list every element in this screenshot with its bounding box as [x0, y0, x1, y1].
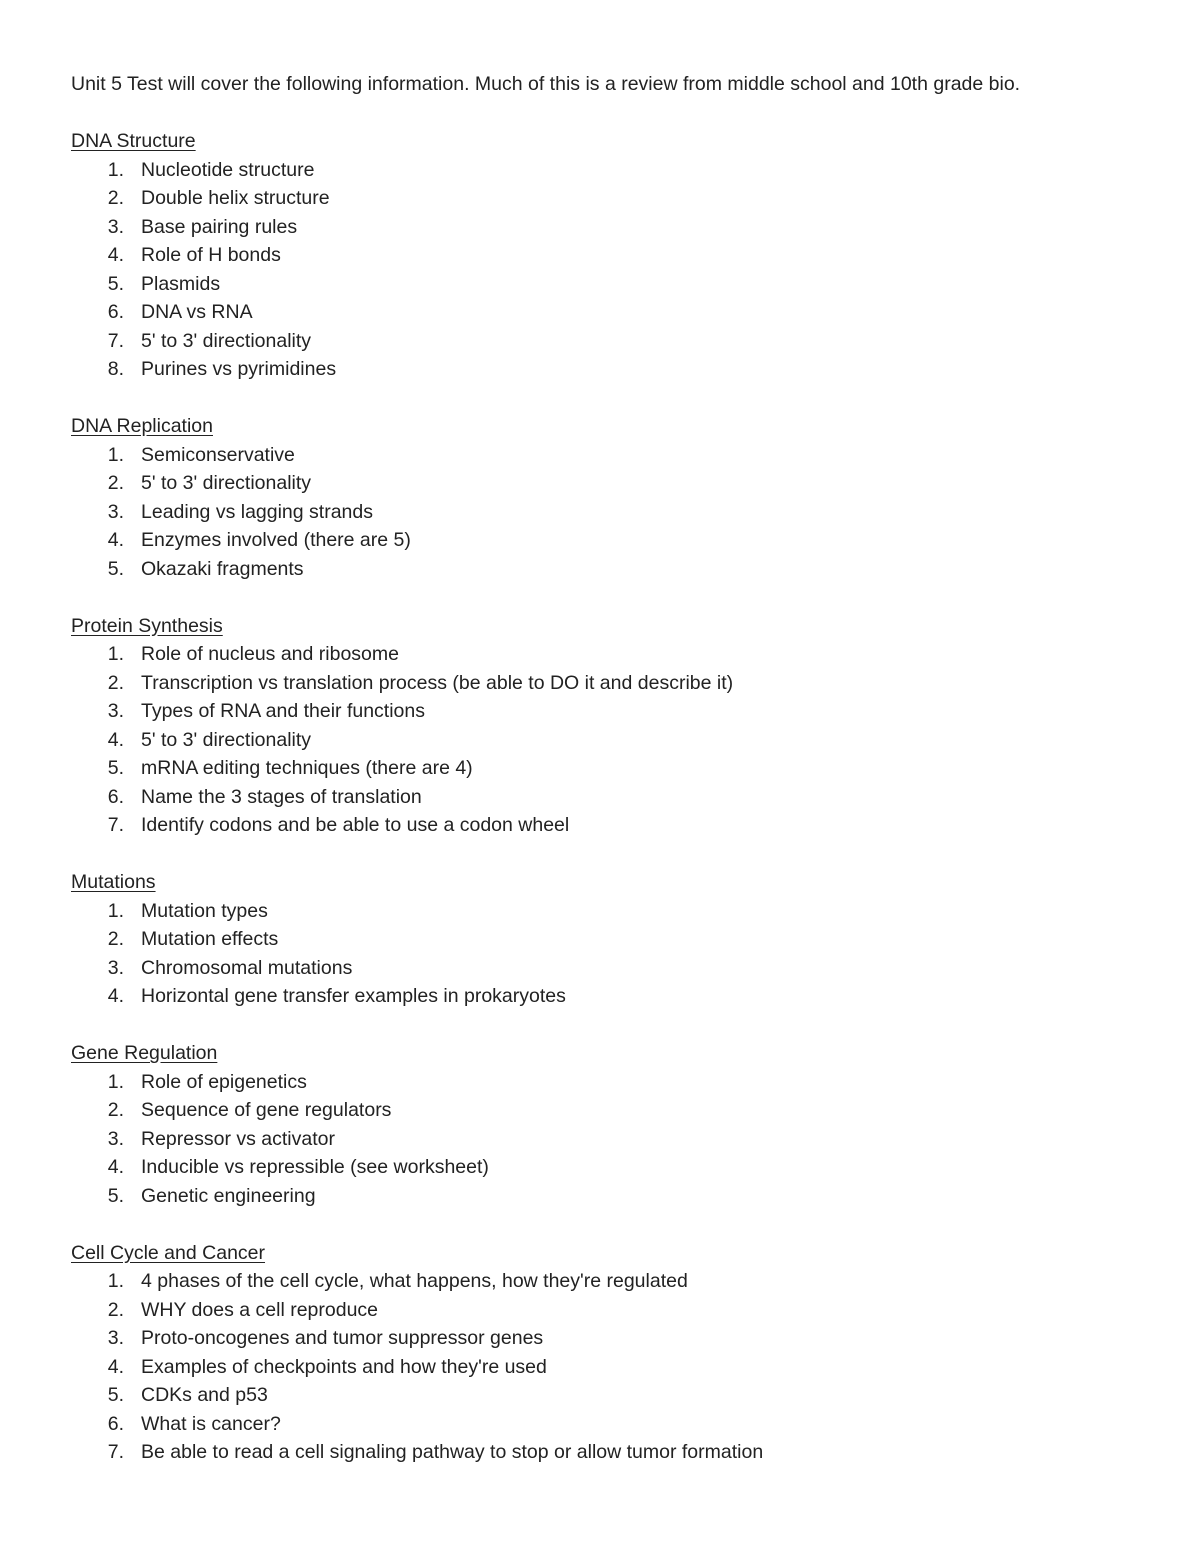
list-item — [71, 1096, 1151, 1125]
section-title: Mutations — [71, 871, 156, 893]
list-item — [71, 1381, 1151, 1410]
section-dna-replication — [71, 412, 1151, 583]
section-mutations — [71, 868, 1151, 1011]
list-item-text: Transcription vs translation process (be able to DO it and describe it) — [141, 671, 734, 694]
list-item-number: 4. — [107, 985, 124, 1007]
list-item — [71, 1267, 1151, 1296]
list-item-text: Nucleotide structure — [141, 158, 315, 181]
list-item-text: 5' to 3' directionality — [141, 329, 312, 352]
list-item-text: What is cancer? — [141, 1412, 281, 1435]
section-dna-structure — [71, 127, 1151, 384]
list-item-number: 7. — [107, 1441, 124, 1463]
list-item — [71, 669, 1151, 698]
list-item-number: 1. — [107, 1070, 124, 1093]
list-item-text: DNA vs RNA — [141, 301, 253, 323]
list-item — [71, 754, 1151, 783]
list-item-number: 3. — [107, 700, 124, 722]
list-item-number: 4. — [107, 529, 124, 551]
list-item-number: 4. — [107, 1156, 124, 1178]
list-item — [71, 355, 1151, 384]
list-item — [71, 270, 1151, 299]
list-item-text: Name the 3 stages of translation — [141, 785, 422, 808]
list-item-text: Inducible vs repressible (see worksheet) — [141, 1156, 489, 1178]
list-item-number: 8. — [107, 358, 124, 380]
list-item-text: Examples of checkpoints and how they're used — [141, 1355, 547, 1378]
list-item-number: 6. — [107, 785, 124, 808]
list-item-text: mRNA editing techniques (there are 4) — [141, 757, 473, 779]
list-item — [71, 783, 1151, 812]
list-item — [71, 156, 1151, 185]
list-item — [71, 982, 1151, 1011]
section-title: Cell Cycle and Cancer — [71, 1241, 266, 1264]
list-item — [71, 1182, 1151, 1211]
list-item-number: 6. — [107, 1412, 124, 1435]
list-item — [71, 925, 1151, 954]
list-item-number: 4. — [107, 728, 124, 751]
list-item — [71, 1296, 1151, 1325]
list-item-number: 1. — [107, 643, 124, 665]
list-item — [71, 1324, 1151, 1353]
section-title: DNA Structure — [71, 130, 196, 152]
list-item-text: Plasmids — [141, 272, 221, 295]
list-item — [71, 327, 1151, 356]
list-item-number: 2. — [107, 928, 124, 950]
list-item-text: Semiconservative — [141, 443, 295, 466]
list-item-text: Enzymes involved (there are 5) — [141, 529, 411, 551]
list-item-number: 5. — [107, 272, 124, 295]
list-item-text: Genetic engineering — [141, 1184, 316, 1207]
list-item — [71, 1438, 1151, 1467]
section-protein-synthesis — [71, 612, 1151, 840]
list-item-number: 2. — [107, 671, 124, 694]
numbered-list — [71, 640, 1151, 840]
list-item-number: 1. — [107, 1270, 124, 1292]
document-page — [71, 70, 1151, 1467]
list-item-text: Types of RNA and their functions — [141, 700, 425, 722]
list-item-number: 3. — [107, 956, 124, 979]
list-item-number: 3. — [107, 1327, 124, 1349]
list-item — [71, 241, 1151, 270]
numbered-list — [71, 1267, 1151, 1467]
list-item-text: Repressor vs activator — [141, 1127, 335, 1150]
list-item-number: 7. — [107, 329, 124, 352]
sections-container — [71, 127, 1151, 1467]
list-item — [71, 697, 1151, 726]
list-item-text: 4 phases of the cell cycle, what happens, how they're regulated — [141, 1270, 688, 1292]
list-item-text: Leading vs lagging strands — [141, 500, 373, 523]
list-item-text: Be able to read a cell signaling pathway to stop or allow tumor formation — [141, 1441, 764, 1463]
list-item-text: Horizontal gene transfer examples in prokaryotes — [141, 985, 566, 1007]
list-item-text: 5' to 3' directionality — [141, 728, 312, 751]
list-item-text: Role of nucleus and ribosome — [141, 643, 399, 665]
list-item-text: Proto-oncogenes and tumor suppressor genes — [141, 1327, 544, 1349]
list-item-text: Sequence of gene regulators — [141, 1099, 392, 1121]
list-item-number: 1. — [107, 158, 124, 181]
list-item-number: 5. — [107, 557, 124, 580]
list-item-number: 2. — [107, 1298, 124, 1321]
list-item-number: 2. — [107, 1099, 124, 1121]
section-gene-regulation — [71, 1039, 1151, 1210]
list-item-number: 2. — [107, 187, 124, 209]
section-title: Gene Regulation — [71, 1042, 218, 1064]
list-item — [71, 469, 1151, 498]
list-item — [71, 811, 1151, 840]
list-item — [71, 498, 1151, 527]
list-item-number: 5. — [107, 1384, 124, 1406]
section-cell-cycle-and-cancer — [71, 1239, 1151, 1467]
list-item-text: WHY does a cell reproduce — [141, 1298, 379, 1321]
section-title: DNA Replication — [71, 415, 213, 437]
list-item — [71, 897, 1151, 926]
list-item — [71, 441, 1151, 470]
list-item-text: Purines vs pyrimidines — [141, 358, 337, 380]
list-item-number: 6. — [107, 301, 124, 323]
numbered-list — [71, 897, 1151, 1011]
list-item-number: 4. — [107, 244, 124, 266]
intro-text: Unit 5 Test will cover the following information. Much of this is a review from middle school and 10th grade bio. — [71, 73, 1021, 95]
list-item-number: 3. — [107, 215, 124, 238]
list-item-text: Chromosomal mutations — [141, 956, 353, 979]
list-item — [71, 526, 1151, 555]
list-item — [71, 1410, 1151, 1439]
list-item-text: CDKs and p53 — [141, 1384, 268, 1406]
list-item-text: Identify codons and be able to use a codon wheel — [141, 814, 570, 836]
list-item-text: Role of epigenetics — [141, 1070, 307, 1093]
numbered-list — [71, 156, 1151, 384]
list-item-number: 3. — [107, 1127, 124, 1150]
list-item-number: 4. — [107, 1355, 124, 1378]
section-title: Protein Synthesis — [71, 614, 223, 637]
list-item-number: 1. — [107, 443, 124, 466]
list-item — [71, 1068, 1151, 1097]
list-item — [71, 213, 1151, 242]
list-item-text: Mutation effects — [141, 928, 279, 950]
list-item-text: Role of H bonds — [141, 244, 281, 266]
list-item — [71, 298, 1151, 327]
list-item — [71, 1125, 1151, 1154]
list-item-text: Base pairing rules — [141, 215, 298, 238]
list-item-text: 5' to 3' directionality — [141, 472, 312, 494]
list-item-number: 3. — [107, 500, 124, 523]
list-item-text: Mutation types — [141, 899, 268, 922]
list-item-number: 7. — [107, 814, 124, 836]
numbered-list — [71, 1068, 1151, 1211]
list-item — [71, 954, 1151, 983]
list-item-number: 5. — [107, 1184, 124, 1207]
numbered-list — [71, 441, 1151, 584]
list-item — [71, 184, 1151, 213]
list-item — [71, 726, 1151, 755]
list-item — [71, 1353, 1151, 1382]
list-item-number: 5. — [107, 757, 124, 779]
list-item-number: 1. — [107, 899, 124, 922]
list-item — [71, 555, 1151, 584]
list-item — [71, 1153, 1151, 1182]
list-item-text: Okazaki fragments — [141, 557, 304, 580]
list-item-number: 2. — [107, 472, 124, 494]
list-item-text: Double helix structure — [141, 187, 330, 209]
list-item — [71, 640, 1151, 669]
